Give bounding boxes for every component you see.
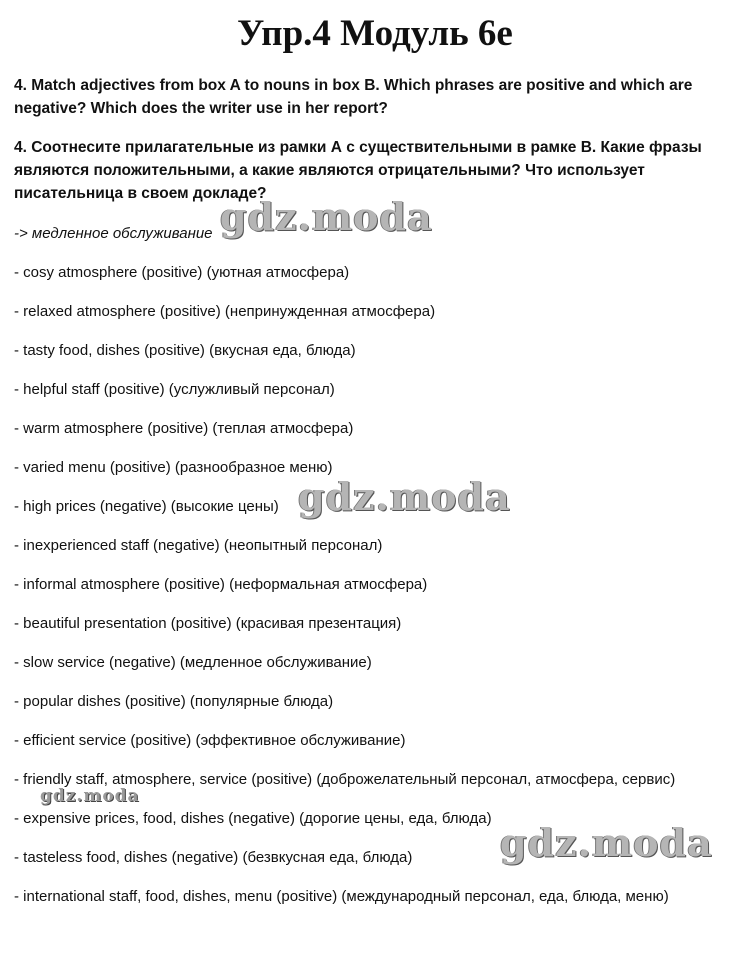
- answer-item: - cosy atmosphere (positive) (уютная атмосфера): [14, 264, 350, 281]
- answer-item: - international staff, food, dishes, menu (positive) (международный персонал, еда, блюда, меню): [14, 888, 669, 905]
- answer-item: - tasteless food, dishes (negative) (безвкусная еда, блюда): [14, 849, 413, 866]
- task-instruction-russian: 4. Соотнесите прилагательные из рамки А с существительными в рамке В. Какие фразы являются положительными, а какие являются отрицательными? Что использует писательница в своем докладе?: [14, 139, 702, 202]
- watermark: gdz.moda: [220, 194, 433, 239]
- answer-item: - popular dishes (positive) (популярные блюда): [14, 693, 334, 710]
- answer-item: - inexperienced staff (negative) (неопытный персонал): [14, 537, 383, 554]
- answer-item: - high prices (negative) (высокие цены): [14, 498, 279, 515]
- answer-item: - varied menu (positive) (разнообразное меню): [14, 459, 333, 476]
- answer-item: - relaxed atmosphere (positive) (непринужденная атмосфера): [14, 303, 436, 320]
- watermark: gdz.moda: [40, 786, 140, 806]
- watermark: gdz.moda: [500, 820, 713, 865]
- answer-item: - slow service (negative) (медленное обслуживание): [14, 654, 372, 671]
- task-instruction-english: 4. Match adjectives from box A to nouns in box B. Which phrases are positive and which are negative? Which does the writer use in her report?: [14, 77, 693, 117]
- answer-item: - efficient service (positive) (эффективное обслуживание): [14, 732, 406, 749]
- answer-item: - warm atmosphere (positive) (теплая атмосфера): [14, 420, 354, 437]
- watermark: gdz.moda: [298, 474, 511, 519]
- answer-item: - expensive prices, food, dishes (negative) (дорогие цены, еда, блюда): [14, 810, 492, 827]
- answer-item: - friendly staff, atmosphere, service (positive) (доброжелательный персонал, атмосфера, сервис): [14, 771, 676, 788]
- answer-item: - informal atmosphere (positive) (неформальная атмосфера): [14, 576, 428, 593]
- answer-intro: -> медленное обслуживание: [14, 225, 213, 242]
- answer-item: - helpful staff (positive) (услужливый персонал): [14, 381, 335, 398]
- answer-item: - tasty food, dishes (positive) (вкусная еда, блюда): [14, 342, 356, 359]
- answer-item: - beautiful presentation (positive) (красивая презентация): [14, 615, 402, 632]
- page-title: Упр.4 Модуль 6е: [237, 13, 513, 54]
- answer-list: [14, 222, 738, 924]
